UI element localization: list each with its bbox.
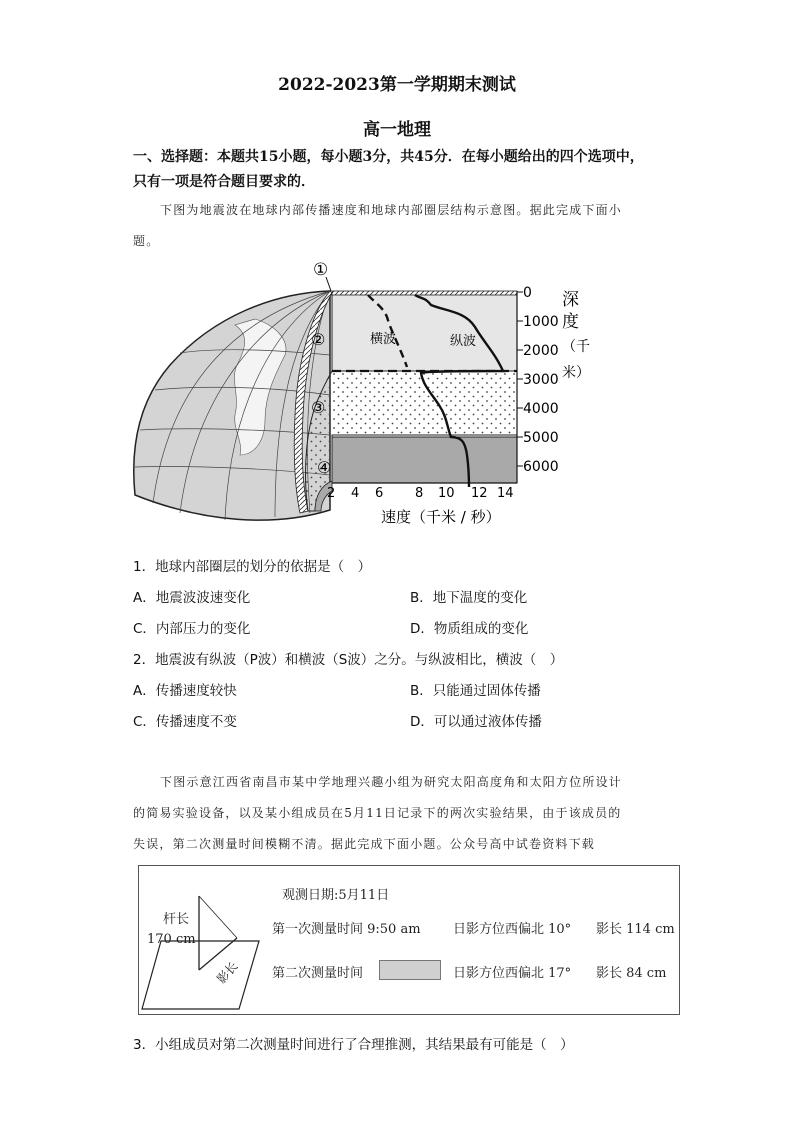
depth-tick: 0 — [523, 285, 532, 301]
inner-core-layer — [332, 437, 517, 483]
earth-interior-figure — [125, 255, 590, 530]
shadow-label: 影长 — [214, 959, 241, 987]
pole-label: 杆长 — [163, 912, 190, 927]
exam-subject: 高一地理 — [363, 120, 431, 140]
svg-text:深: 深 — [562, 290, 579, 310]
speed-tick: 14 — [497, 486, 514, 501]
depth-tick: 4000 — [523, 401, 559, 417]
passage1-line2: 题。 — [133, 234, 160, 248]
depth-tick: 6000 — [523, 459, 559, 475]
speed-tick: 12 — [471, 486, 488, 501]
svg-text:（千: （千 — [562, 339, 590, 355]
depth-tick: 1000 — [523, 314, 559, 330]
question-2-stem: 2．地震波有纵波（P波）和横波（S波）之分。与纵波相比，横波（ ） — [133, 652, 564, 668]
observation-date: 观测日期:5月11日 — [282, 888, 390, 903]
section-heading-line2: 只有一项是符合题目要求的． — [133, 174, 315, 190]
first-measure-azimuth: 日影方位西偏北 10° — [453, 922, 572, 937]
depth-tick: 2000 — [523, 343, 559, 359]
section-heading-line1: 一、选择题：本题共15小题，每小题3分，共45分．在每小题给出的四个选项中， — [133, 149, 644, 165]
mantle-layer — [332, 293, 517, 371]
question-1-option-b[interactable]: B．地下温度的变化 — [410, 590, 528, 606]
layer-label-4: ④ — [317, 458, 332, 477]
layer-label-1: ① — [313, 260, 329, 280]
section-heading — [133, 145, 693, 195]
question-2-option-c[interactable]: C．传播速度不变 — [133, 714, 237, 730]
first-measure-length: 影长 114 cm — [596, 922, 675, 937]
question-2-option-a[interactable]: A．传播速度较快 — [133, 683, 237, 699]
depth-axis — [517, 285, 559, 475]
second-measure-time-label: 第二次测量时间 — [272, 966, 364, 981]
p-wave-label: 纵波 — [450, 334, 477, 349]
speed-tick: 8 — [415, 486, 424, 501]
speed-tick: 2 — [327, 486, 336, 501]
question-1-option-a[interactable]: A．地震波波速变化 — [133, 590, 251, 606]
second-measure-length: 影长 84 cm — [596, 966, 667, 981]
question-2-option-d[interactable]: D．可以通过液体传播 — [410, 714, 542, 730]
speed-tick: 4 — [351, 486, 360, 501]
question-1-stem: 1．地球内部圈层的划分的依据是（ ） — [133, 559, 372, 575]
depth-tick: 5000 — [523, 430, 559, 446]
speed-tick: 10 — [438, 486, 455, 501]
speed-axis — [327, 486, 514, 501]
svg-text:度: 度 — [562, 312, 579, 332]
passage2-line3: 失误，第二次测量时间模糊不清。据此完成下面小题。公众号高中试卷资料下载 — [133, 837, 596, 851]
passage2-line2: 的简易实验设备，以及某小组成员在5月11日记录下的两次实验结果，由于该成员的 — [133, 806, 622, 820]
exam-title: 2022-2023第一学期期末测试 — [278, 75, 516, 95]
depth-axis-label — [562, 290, 590, 381]
speed-axis-label: 速度（千米 / 秒） — [381, 508, 501, 526]
question-3-stem: 3．小组成员对第二次测量时间进行了合理推测，其结果最有可能是（ ） — [133, 1037, 574, 1053]
passage2-line1: 下图示意江西省南昌市某中学地理兴趣小组为研究太阳高度角和太阳方位所设计 — [160, 775, 623, 789]
pole-length: 170 cm — [147, 932, 196, 947]
experiment-figure — [138, 865, 680, 1015]
s-wave-label: 横波 — [370, 332, 397, 347]
first-measure-time: 第一次测量时间 9:50 am — [272, 922, 421, 937]
question-1-option-c[interactable]: C．内部压力的变化 — [133, 621, 251, 637]
svg-text:米）: 米） — [562, 365, 590, 381]
layer-label-3: ③ — [311, 398, 326, 417]
depth-tick: 3000 — [523, 372, 559, 388]
passage1-line1: 下图为地震波在地球内部传播速度和地球内部圈层结构示意图。据此完成下面小 — [160, 203, 623, 217]
second-measure-azimuth: 日影方位西偏北 17° — [453, 966, 572, 981]
question-2-option-b[interactable]: B．只能通过固体传播 — [410, 683, 541, 699]
blurred-time-slot — [379, 960, 441, 980]
question-1-option-d[interactable]: D．物质组成的变化 — [410, 621, 529, 637]
layer-label-2: ② — [311, 330, 326, 349]
speed-tick: 6 — [375, 486, 384, 501]
